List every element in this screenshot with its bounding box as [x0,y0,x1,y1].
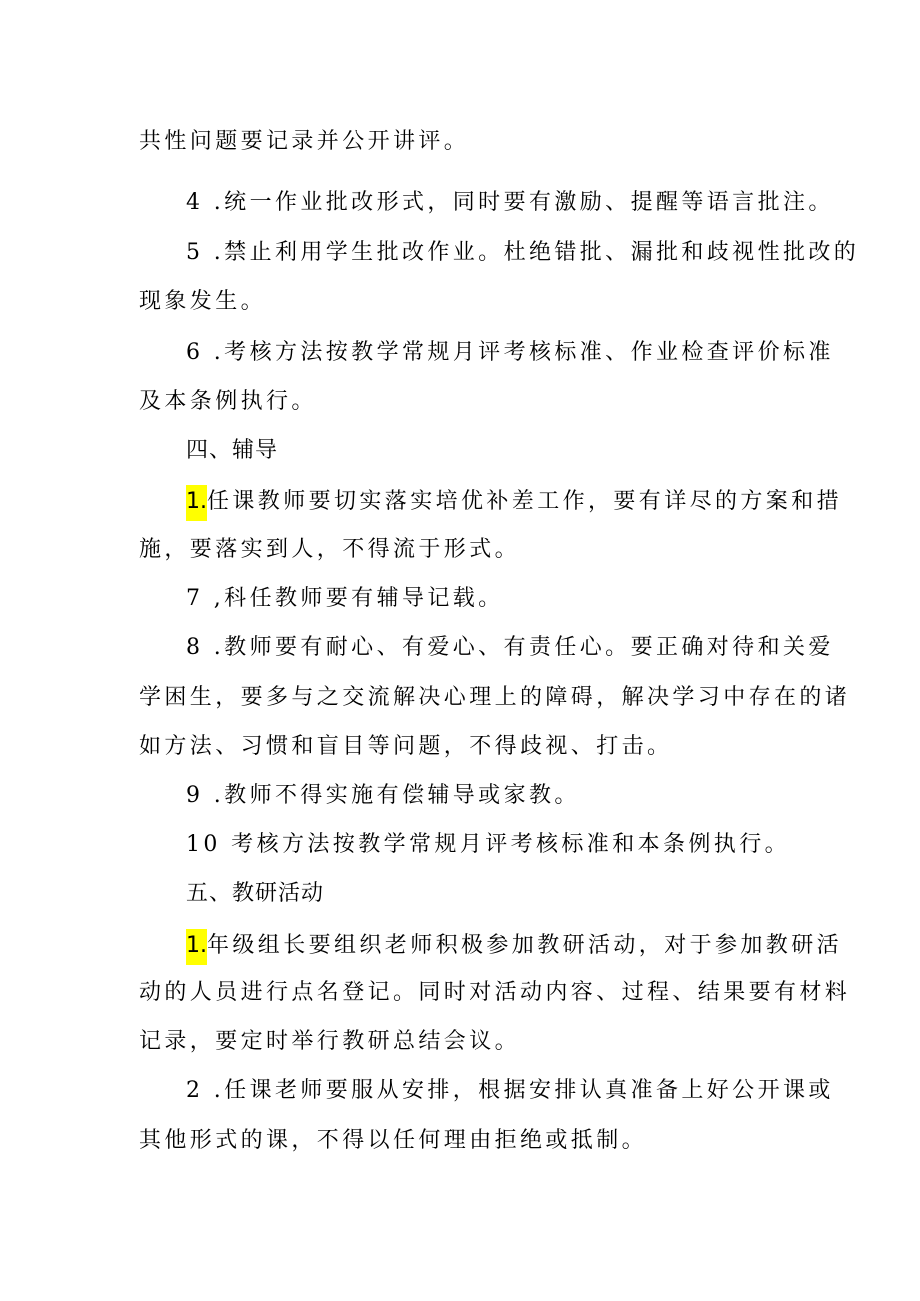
item-6-line: 6 .考核方法按教学常规月评考核标准、作业检查评价标准 [186,340,834,365]
paragraph-line: 共性问题要记录并公开讲评。 [139,129,470,154]
research-item-1-text: 年级组长要组织老师积极参加教研活动，对于参加教研活 [207,933,843,958]
item-5-continuation: 现象发生。 [139,289,267,314]
research-item-2-line: 2 .任课老师要服从安排，根据安排认真准备上好公开课或 [186,1078,834,1103]
research-item-1-continuation-2: 记录，要定时举行教研总结会议。 [139,1029,521,1054]
item-10-line: 10 考核方法按教学常规月评考核标准和本条例执行。 [186,832,790,857]
research-item-1-line [186,929,843,965]
item-4-line: 4 .统一作业批改形式，同时要有激励、提醒等语言批注。 [186,190,834,215]
highlighted-number: 1. [186,485,207,521]
item-8-continuation-1: 学困生，要多与之交流解决心理上的障碍，解决学习中存在的诸 [139,685,851,710]
highlighted-number: 1. [186,929,207,965]
item-5-line: 5 .禁止利用学生批改作业。杜绝错批、漏批和歧视性批改的 [186,240,860,265]
tutoring-item-1-line [186,485,843,521]
item-9-line: 9 .教师不得实施有偿辅导或家教。 [186,783,580,808]
section-heading-tutoring: 四、辅导 [186,438,279,463]
item-8-line: 8 .教师要有耐心、有爱心、有责任心。要正确对待和关爱 [186,635,834,660]
section-heading-research: 五、教研活动 [186,881,325,906]
item-6-continuation: 及本条例执行。 [139,389,317,414]
tutoring-item-1-continuation: 施，要落实到人，不得流于形式。 [139,537,521,562]
tutoring-item-1-text: 任课教师要切实落实培优补差工作，要有详尽的方案和措 [207,489,843,514]
item-7-line: 7 ,科任教师要有辅导记载。 [186,586,504,611]
research-item-1-continuation-1: 动的人员进行点名登记。同时对活动内容、过程、结果要有材料 [139,980,851,1005]
research-item-2-continuation: 其他形式的课，不得以任何理由拒绝或抵制。 [139,1128,648,1153]
item-8-continuation-2: 如方法、习惯和盲目等问题，不得歧视、打击。 [139,734,673,759]
